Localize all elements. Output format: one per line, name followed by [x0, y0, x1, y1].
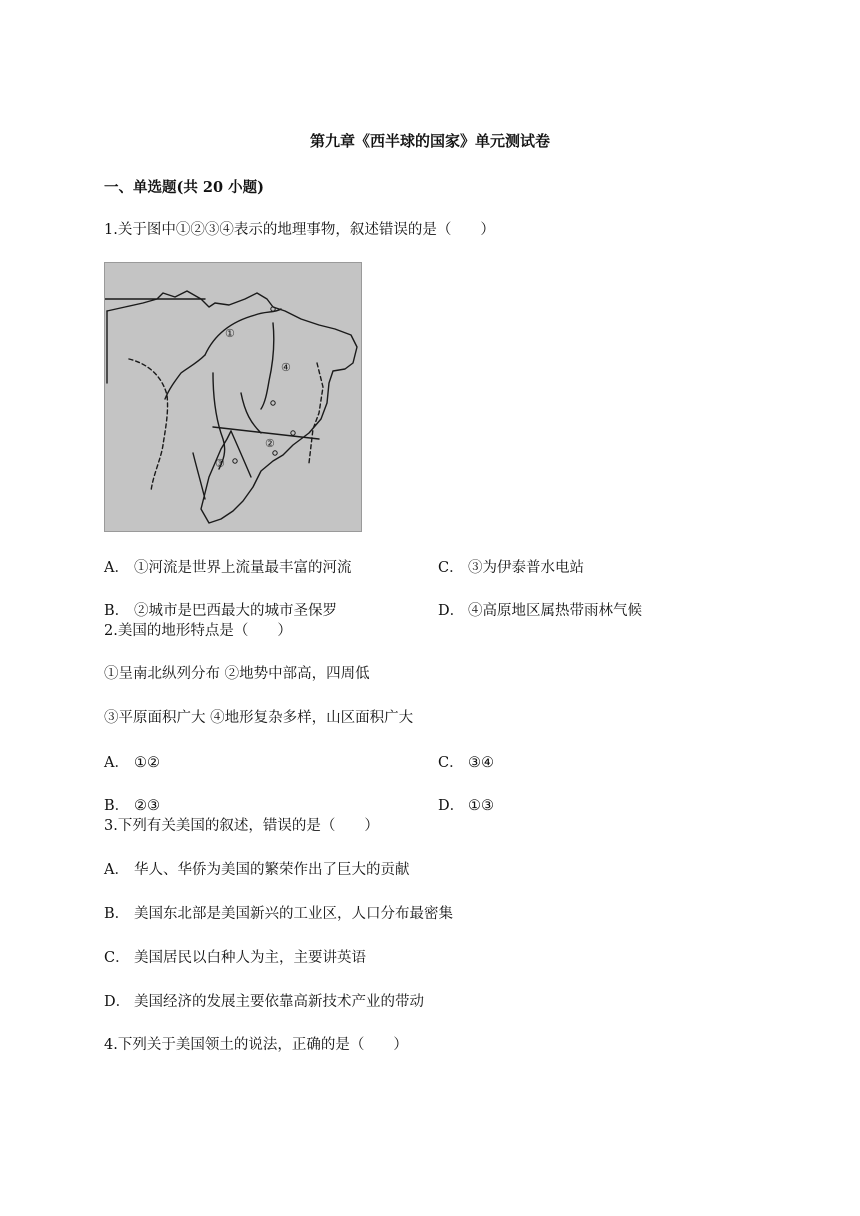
map-label-3: ③ [215, 457, 225, 470]
question-2-statement-1: ①呈南北纵列分布 ②地势中部高，四周低 [104, 666, 370, 682]
question-2-option-d[interactable]: D． ①③ [438, 798, 494, 814]
question-1-option-b[interactable]: B． ②城市是巴西最大的城市圣保罗 [104, 603, 337, 619]
question-3-option-c[interactable]: C． 美国居民以白种人为主，主要讲英语 [104, 950, 366, 966]
section-title: 一、单选题(共 20 小题) [104, 179, 264, 196]
map-label-2: ② [265, 437, 275, 450]
question-1-stem: 1.关于图中①②③④表示的地理事物，叙述错误的是（ ） [104, 222, 495, 238]
question-2-option-b[interactable]: B． ②③ [104, 798, 160, 814]
question-1-map [104, 262, 362, 532]
question-2-option-c[interactable]: C． ③④ [438, 755, 494, 771]
question-3-stem: 3.下列有关美国的叙述，错误的是（ ） [104, 818, 379, 834]
map-label-1: ① [225, 327, 235, 340]
question-1-option-a[interactable]: A． ①河流是世界上流量最丰富的河流 [104, 560, 352, 576]
question-2-stem: 2.美国的地形特点是（ ） [104, 623, 292, 639]
question-3-option-b[interactable]: B． 美国东北部是美国新兴的工业区，人口分布最密集 [104, 906, 453, 922]
question-4-stem: 4.下列关于美国领土的说法，正确的是（ ） [104, 1037, 408, 1053]
question-3-option-d[interactable]: D． 美国经济的发展主要依靠高新技术产业的带动 [104, 994, 424, 1010]
page-title: 第九章《西半球的国家》单元测试卷 [309, 132, 550, 150]
question-1-option-d[interactable]: D． ④高原地区属热带雨林气候 [438, 603, 642, 619]
question-1-option-c[interactable]: C． ③为伊泰普水电站 [438, 560, 584, 576]
river-1 [205, 309, 281, 355]
map-label-4: ④ [281, 361, 291, 374]
question-3-option-a[interactable]: A． 华人、华侨为美国的繁荣作出了巨大的贡献 [104, 862, 410, 878]
question-2-statement-2: ③平原面积广大 ④地形复杂多样，山区面积广大 [104, 710, 414, 726]
question-2-option-a[interactable]: A． ①② [104, 755, 160, 771]
